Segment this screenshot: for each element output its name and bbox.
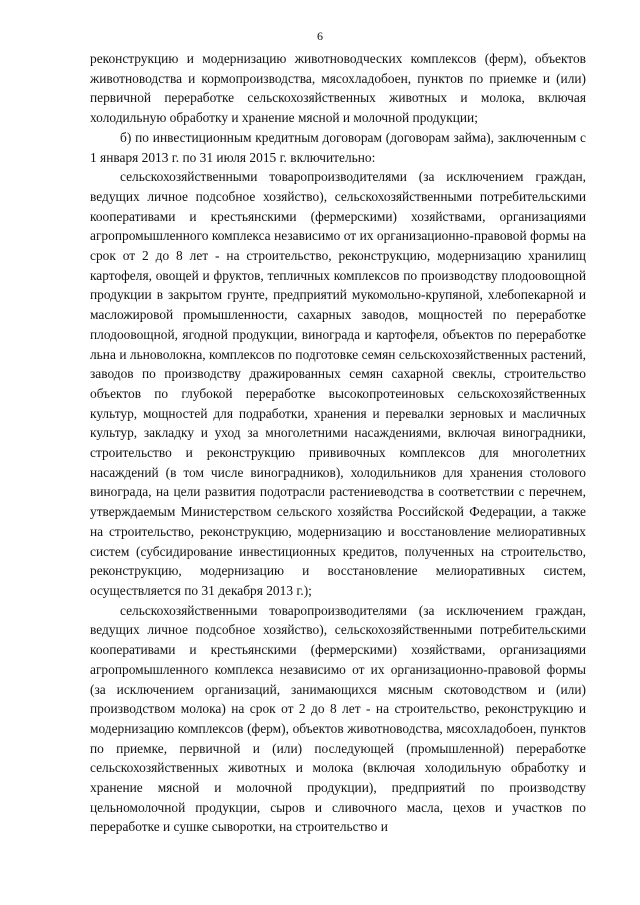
paragraph-continuation: реконструкцию и модернизацию животноводческих комплексов (ферм), объектов животноводства и кормопроизводства, мясохладобоен, пунктов по приемке и (или) первичной переработке сельскохозяйственных животных и молока, включая холодильную обработку и хранение мясной и молочной продукции;	[90, 51, 586, 126]
paragraph-item-b: б) по инвестиционным кредитным договорам (договорам займа), заключенным с 1 января 2013 г. по 31 июля 2015 г. включительно:	[90, 129, 586, 165]
document-body	[90, 49, 586, 837]
page-number: 6	[317, 29, 323, 43]
paragraph-crop-producers: сельскохозяйственными товаропроизводителями (за исключением граждан, ведущих личное подсобное хозяйство), сельскохозяйственными потребительскими кооперативами и крестьянскими (фермерскими) хозяйствами, организациями агропромышленного комплекса независимо от их организационно-правовой формы на срок от 2 до 8 лет - на строительство, реконструкцию, модернизацию хранилищ картофеля, овощей и фруктов, тепличных комплексов по производству плодоовощной продукции в закрытом грунте, предприятий мукомольно-крупяной, хлебопекарной и масложировой промышленности, сахарных заводов, мощностей по переработке плодоовощной, ягодной продукции, винограда и картофеля, объектов по переработке льна и льноволокна, комплексов по подготовке семян сельскохозяйственных растений, заводов по производству дражированных семян сахарной свеклы, строительство объектов по глубокой переработке высокопротеиновых сельскохозяйственных культур, мощностей для подработки, хранения и перевалки зерновых и масличных культур, закладку и уход за многолетними насаждениями, включая виноградники, строительство и реконструкцию прививочных комплексов для многолетних насаждений (в том числе виноградников), холодильников для хранения столового винограда, на цели развития подотрасли растениеводства в соответствии с перечнем, утверждаемым Министерством сельского хозяйства Российской Федерации, а также на строительство, реконструкцию, модернизацию и восстановление мелиоративных систем (субсидирование инвестиционных кредитов, полученных на строительство, реконструкцию, модернизацию и восстановление мелиоративных систем, осуществляется по 31 декабря 2013 г.);	[90, 169, 586, 598]
paragraph-livestock-producers: сельскохозяйственными товаропроизводителями (за исключением граждан, ведущих личное подсобное хозяйство), сельскохозяйственными потребительскими кооперативами и крестьянскими (фермерскими) хозяйствами, организациями агропромышленного комплекса независимо от их организационно-правовой формы (за исключением организаций, занимающихся мясным скотоводством и (или) производством молока) на срок от 2 до 8 лет - на строительство, реконструкцию и модернизацию комплексов (ферм), объектов животноводства, мясохладобоен, пунктов по приемке, первичной и (или) последующей (промышленной) переработке сельскохозяйственных животных и молока (включая холодильную обработку и хранение мясной и молочной продукции), предприятий по производству цельномолочной продукции, сыров и сливочного масла, цехов и участков по переработке и сушке сыворотки, на строительство и	[90, 602, 586, 835]
